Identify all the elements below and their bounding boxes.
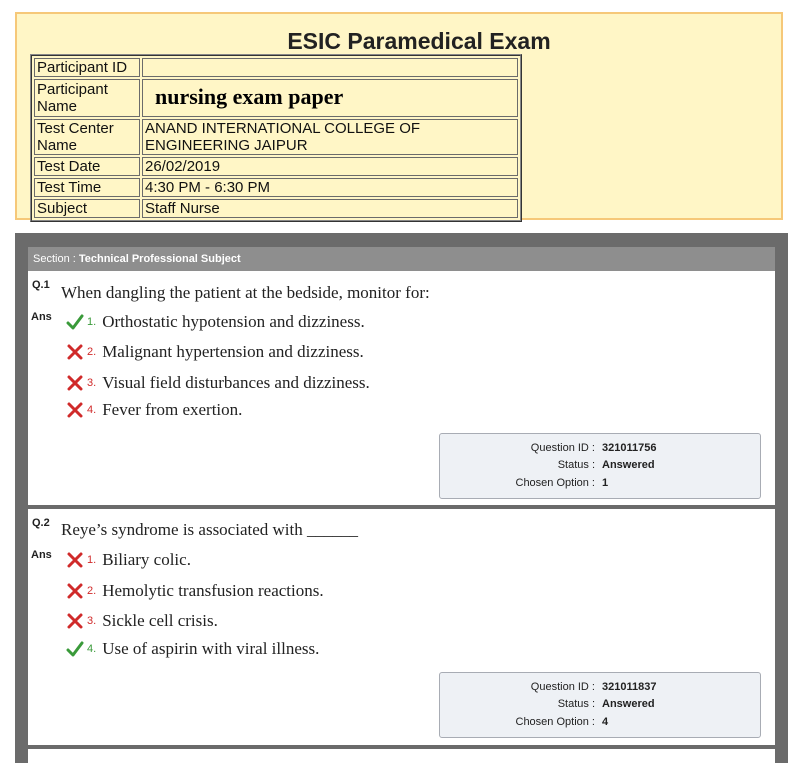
check-icon [66, 313, 84, 331]
question-info-box [439, 672, 761, 738]
test-time-label: Test Time [34, 178, 140, 197]
exam-title: ESIC Paramedical Exam [287, 28, 551, 54]
cross-icon [66, 401, 84, 419]
overlay-caption: nursing exam paper [155, 84, 344, 109]
status-label: Status : [557, 698, 595, 710]
option-number: 3. [87, 377, 97, 389]
question-text: When dangling the patient at the bedside, monitor for: [61, 283, 430, 302]
participant-id-label: Participant ID [34, 58, 140, 77]
subject-label: Subject [34, 199, 140, 218]
option-text: Orthostatic hypotension and dizziness. [102, 312, 365, 331]
option-2 [66, 580, 324, 602]
chosen-option-label: Chosen Option : [515, 716, 595, 728]
test-date-label: Test Date [34, 157, 140, 176]
status-row [440, 698, 760, 714]
test-center-value: ANAND INTERNATIONAL COLLEGE OF ENGINEERING JAIPUR [142, 119, 518, 155]
status-value: Answered [602, 698, 655, 710]
question-id-value: 321011837 [602, 681, 657, 693]
chosen-option-row [440, 477, 760, 493]
question-id-label: Question ID : [530, 681, 595, 693]
question-id-value: 321011756 [602, 442, 657, 454]
option-2 [66, 341, 364, 363]
option-text: Use of aspirin with viral illness. [102, 639, 320, 658]
option-1 [66, 311, 365, 333]
option-4 [66, 638, 319, 660]
row-participant-id [34, 58, 518, 77]
test-center-label: Test Center Name [34, 119, 140, 155]
option-1 [66, 549, 191, 571]
row-participant-name [34, 79, 518, 117]
question-id-row [440, 442, 760, 458]
cross-icon [66, 374, 84, 392]
question-id-row [440, 681, 760, 697]
option-3 [66, 372, 370, 394]
chosen-option-value: 1 [602, 477, 609, 489]
row-subject [34, 199, 518, 218]
question-number: Q.2 [32, 517, 50, 529]
question-card-next [28, 749, 775, 769]
ans-label: Ans [31, 549, 52, 561]
question-card [28, 271, 775, 505]
option-text: Fever from exertion. [102, 400, 243, 419]
option-number: 3. [87, 615, 97, 627]
status-row [440, 459, 760, 475]
option-text: Malignant hypertension and dizziness. [102, 342, 364, 361]
row-test-center [34, 119, 518, 155]
option-3 [66, 610, 218, 632]
option-number: 1. [87, 554, 97, 566]
section-header [28, 247, 775, 271]
chosen-option-row [440, 716, 760, 732]
option-number: 4. [87, 404, 97, 416]
cross-icon [66, 551, 84, 569]
option-number: 2. [87, 346, 97, 358]
option-number: 1. [87, 316, 97, 328]
row-test-time [34, 178, 518, 197]
question-text: Reye’s syndrome is associated with ______ [61, 520, 358, 539]
test-time-value: 4:30 PM - 6:30 PM [142, 178, 518, 197]
subject-value: Staff Nurse [142, 199, 518, 218]
question-info-box [439, 433, 761, 499]
question-id-label: Question ID : [530, 442, 595, 454]
option-text: Visual field disturbances and dizziness. [102, 373, 370, 392]
cross-icon [66, 343, 84, 361]
cross-icon [66, 582, 84, 600]
chosen-option-label: Chosen Option : [515, 477, 595, 489]
status-value: Answered [602, 459, 655, 471]
status-label: Status : [557, 459, 595, 471]
question-number: Q.1 [32, 279, 50, 291]
option-text: Biliary colic. [102, 550, 191, 569]
participant-id-value [142, 58, 518, 77]
participant-name-value [142, 79, 518, 117]
option-number: 4. [87, 643, 97, 655]
section-prefix: Section : [33, 253, 79, 265]
section-container [15, 233, 788, 763]
cross-icon [66, 612, 84, 630]
ans-label: Ans [31, 311, 52, 323]
option-number: 2. [87, 585, 97, 597]
participant-info-table [30, 54, 522, 222]
option-text: Hemolytic transfusion reactions. [102, 581, 324, 600]
exam-header-panel [15, 12, 783, 220]
option-text: Sickle cell crisis. [102, 611, 218, 630]
row-test-date [34, 157, 518, 176]
chosen-option-value: 4 [602, 716, 609, 728]
check-icon [66, 640, 84, 658]
option-4 [66, 399, 242, 421]
question-card [28, 509, 775, 745]
test-date-value: 26/02/2019 [142, 157, 518, 176]
participant-name-label: Participant Name [34, 79, 140, 117]
section-name: Technical Professional Subject [78, 253, 241, 265]
